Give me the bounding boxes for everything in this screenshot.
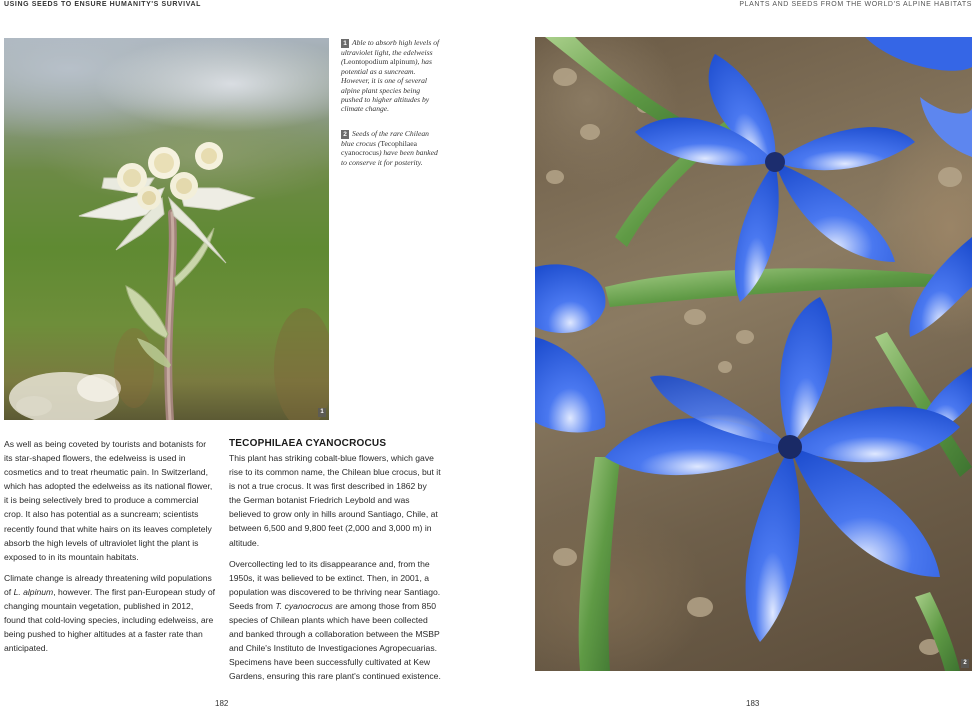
caption-text: Able to absorb high levels of ultraviolet light, the edelweiss ( [341,38,440,67]
caption-1 [341,38,443,114]
body-species-italic: T. cyanocrocus [275,600,333,611]
body-paragraph: As well as being coveted by tourists and botanists for its star-shaped flowers, the edelweiss is used in cosmetics and to treat rheumatic pain. In Switzerland, which has adopted the edelweiss as its national flower, it is being selectively bred to produce a commercial crop. It also has potential as a suncream; scientists recently found that white hairs on its leaves completely absorb the high levels of ultraviolet light the plant is exposed to in its mountain habitats. [4,439,213,562]
caption-text: ), has potential as a suncream. However, it is one of several alpine plant species being pushed to higher altitudes by climate change. [341,57,432,114]
body-paragraph: This plant has striking cobalt-blue flowers, which gave rise to its common name, the Chilean blue crocus, but it is not a true crocus. It was first described in 1862 by the German botanist Friedrich Leybold and was believed to grow only in hills around Santiago, Chile, at between 6,500 and 9,800 feet (2,000 and 3,000 m) in altitude. [229,453,441,548]
body-text: Overcollecting led to its disappearance and, from the 1950s, it was believed to be extinct. Then, in 2001, a population was discovered to be thriving near Santiago. Seeds from [229,558,441,611]
body-paragraph [4,571,216,656]
body-text: , however. The first pan-European study of changing mountain vegetation, published in 2012, found that cold-loving species, including edelweiss, are being pushed to higher altitudes at a faster rate than anticipated. [4,586,216,654]
section-heading: TECOPHILAEA CYANOCROCUS [229,438,387,449]
caption-species: Leontopodium alpinum [343,57,416,67]
body-species-italic: L. alpinum [13,586,54,597]
page-number-right: 183 [746,699,760,708]
body-paragraph [229,557,441,684]
edelweiss-illustration [4,38,329,420]
left-body-column [4,437,216,662]
photo-number-badge: 1 [318,408,326,417]
middle-body-column [229,437,441,691]
running-head-left: USING SEEDS TO ENSURE HUMANITY'S SURVIVAL [4,1,202,8]
running-head-right: PLANTS AND SEEDS FROM THE WORLD'S ALPINE HABITATS [739,1,972,8]
blue-crocus-photo [535,37,972,671]
caption-2 [341,129,443,167]
page-number-left: 182 [215,699,229,708]
photo-number-badge: 2 [961,659,969,668]
caption-number: 1 [341,39,349,48]
body-text: Climate change is already threatening wild populations of [4,572,212,597]
caption-number: 2 [341,130,349,139]
body-text: are among those from 850 species of Chilean plants which have been collected and banked through a collaboration between the MSBP and Chile's Instituto de Investigaciones Agropecuarias. Specimens have been successfully cultivated at Kew Gardens, ensuring this rare plant's continued existence. [229,600,441,682]
blue-crocus-illustration [535,37,972,671]
caption-text: ) have been banked to conserve it for posterity. [341,148,438,167]
caption-species: Tecophilaea cyanocrocus [341,139,417,158]
edelweiss-photo [4,38,329,420]
caption-text: Seeds of the rare Chilean blue crocus ( [341,129,429,148]
